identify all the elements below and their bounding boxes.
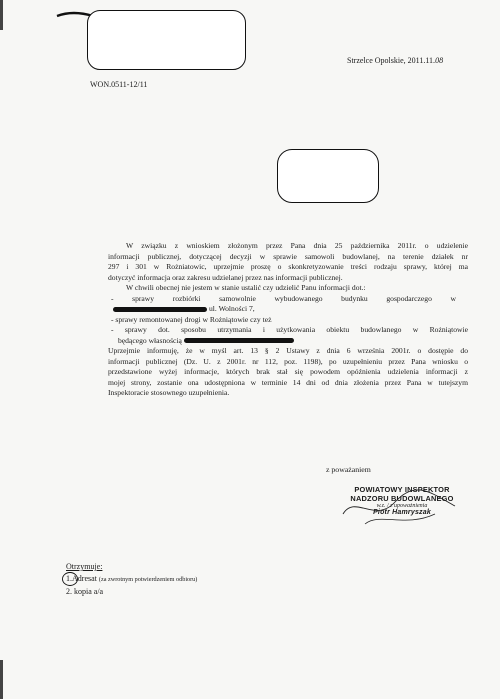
bullet-line: [108, 336, 468, 347]
signature-scribble: [335, 484, 470, 534]
stamp-line: POWIATOWY INSPEKTOR: [354, 485, 450, 494]
redaction-bar: [184, 338, 294, 343]
bullet-text: będącego własnością: [118, 335, 182, 345]
bullet-line: - sprawy dot. sposobu utrzymania i użytkowania obiektu budowlanego w Rożniątowie: [111, 325, 468, 334]
recipient-number: 1.: [66, 574, 72, 583]
body-line: Uprzejmie informuję, że w myśl art. 13 § 2 Ustawy z dnia 6 września 2001r. o dostępie do: [108, 346, 468, 355]
recipient-item: 2. kopia a/a: [66, 587, 104, 596]
redaction-bar: [113, 307, 207, 312]
bullet-text: ul. Wolności 7,: [209, 304, 255, 313]
stamp-line: w.z. / z upoważnienia: [376, 503, 428, 509]
redacted-recipient-box: [277, 149, 379, 203]
stamp-name: Piotr Hamryszak: [373, 509, 431, 516]
closing-regards: z poważaniem: [326, 465, 371, 474]
body-line: dotyczyć informacja oraz zakresu udzielanej przez nas informacji publicznej.: [108, 272, 343, 282]
body-line: informacji publicznej (Dz. U. z 2001r. nr 112, poz. 1198), po uzupełnieniu przez Pana wniosku o: [108, 356, 468, 366]
bullet-line: - sprawy remontowanej drogi w Rożniątowie czy też: [111, 314, 272, 324]
stamp-line: NADZORU BUDOWLANEGO: [350, 494, 454, 503]
redacted-sender-box: [87, 10, 246, 70]
recipient-note: (za zwrotnym potwierdzeniem odbioru): [98, 576, 198, 583]
scan-edge: [0, 0, 3, 30]
recipient-name: Adresat: [72, 574, 97, 583]
circle-mark: [61, 571, 79, 587]
body-line: W chwili obecnej nie jestem w stanie ustalić czy udzielić Panu informacji dot.:: [126, 283, 366, 292]
body-line: W związku z wnioskiem złożonym przez Pana dnia 25 października 2011r. o udzielenie: [126, 241, 468, 250]
body-line: Inspektoracie stosownego uzupełnienia.: [108, 388, 230, 397]
bullet-line: - sprawy rozbiórki samowolnie wybudowanego budynku gospodarczego w: [111, 293, 456, 303]
recipient-item: [66, 573, 197, 586]
scan-edge: [0, 660, 3, 699]
recipients-heading: Otrzymuje:: [66, 562, 103, 571]
body-line: 297 i 301 w Rożniatowic, uprzejmie proszę o skonkretyzowanie treści rodzaju sprawy, której ma: [108, 262, 468, 271]
body-line: przedstawione wyżej informacje, których brak stał się powodem opóźnienia udzielenia informacji z: [108, 367, 468, 376]
place-date: [347, 56, 443, 65]
letter-body: [108, 241, 468, 399]
recipients-block: [66, 561, 197, 598]
reference-number: WON.0511-12/11: [90, 80, 148, 89]
body-line: mojej strony, zostanie ona udostępniona w terminie 14 dni od dnia złożenia przez Pana w tutejszym: [108, 377, 468, 387]
place-date-text: Strzelce Opolskie, 2011.11.: [347, 56, 436, 65]
date-day: 08: [435, 56, 444, 65]
bullet-line: [108, 304, 468, 315]
body-line: informacji publicznej, dotyczącej decyzji w sprawie samowoli budowlanej, na terenie działek nr: [108, 251, 468, 261]
